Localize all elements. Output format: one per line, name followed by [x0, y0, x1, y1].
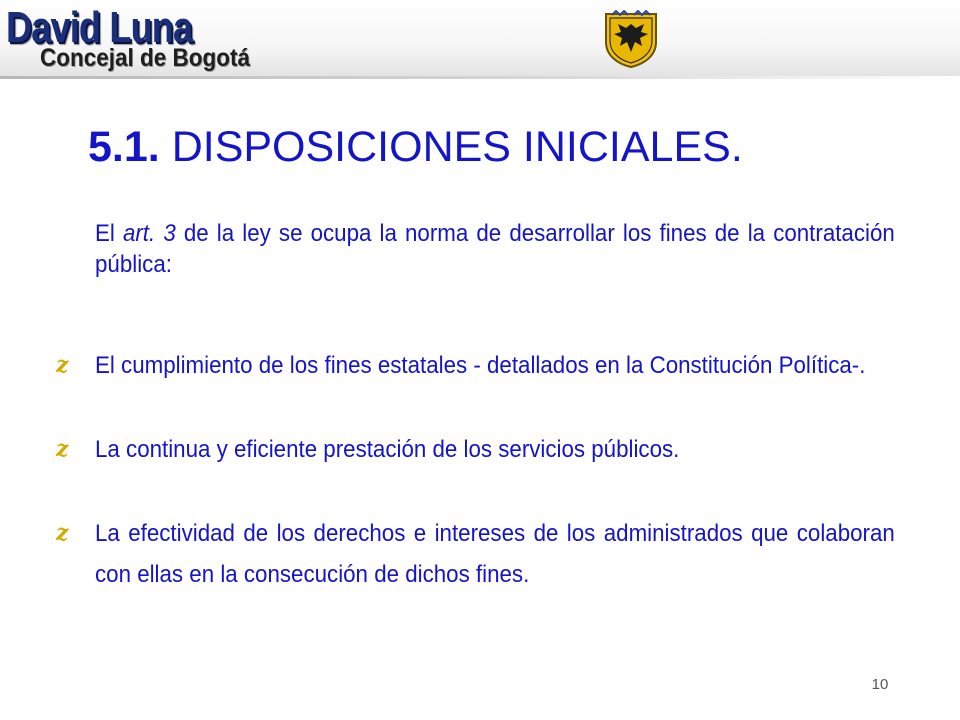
page-number: 10	[871, 676, 889, 693]
bullet-text-main: La efectividad de los derechos e intereses de los administrados que colaboran con ellas en la consecución	[95, 520, 895, 588]
intro-part-2: de la ley se ocupa la norma de desarrollar los fines de la contratación pública:	[95, 220, 895, 278]
title-text: DISPOSICIONES INICIALES.	[171, 123, 743, 171]
header-divider	[0, 76, 960, 79]
bullet-marker-icon: z	[56, 436, 69, 462]
bullet-text-end: de dichos fines.	[374, 561, 530, 588]
intro-part-1: El	[95, 220, 123, 247]
slide-title	[88, 120, 908, 174]
logo-subtitle: Concejal de Bogotá	[40, 44, 251, 72]
bullet-text: La continua y eficiente prestación de los servicios públicos.	[95, 436, 680, 463]
intro-article-reference: art. 3	[122, 220, 176, 247]
bullet-marker-icon: z	[56, 352, 69, 378]
intro-paragraph	[95, 218, 895, 280]
title-number: 5.1.	[88, 123, 160, 171]
bullet-text	[95, 518, 895, 590]
bogota-coat-of-arms-icon	[600, 10, 662, 68]
logo-name: David Luna	[6, 3, 193, 52]
bullet-marker-icon: z	[56, 520, 69, 546]
bullet-text: El cumplimiento de los fines estatales - detallados en la Constitución Política-.	[95, 352, 866, 379]
